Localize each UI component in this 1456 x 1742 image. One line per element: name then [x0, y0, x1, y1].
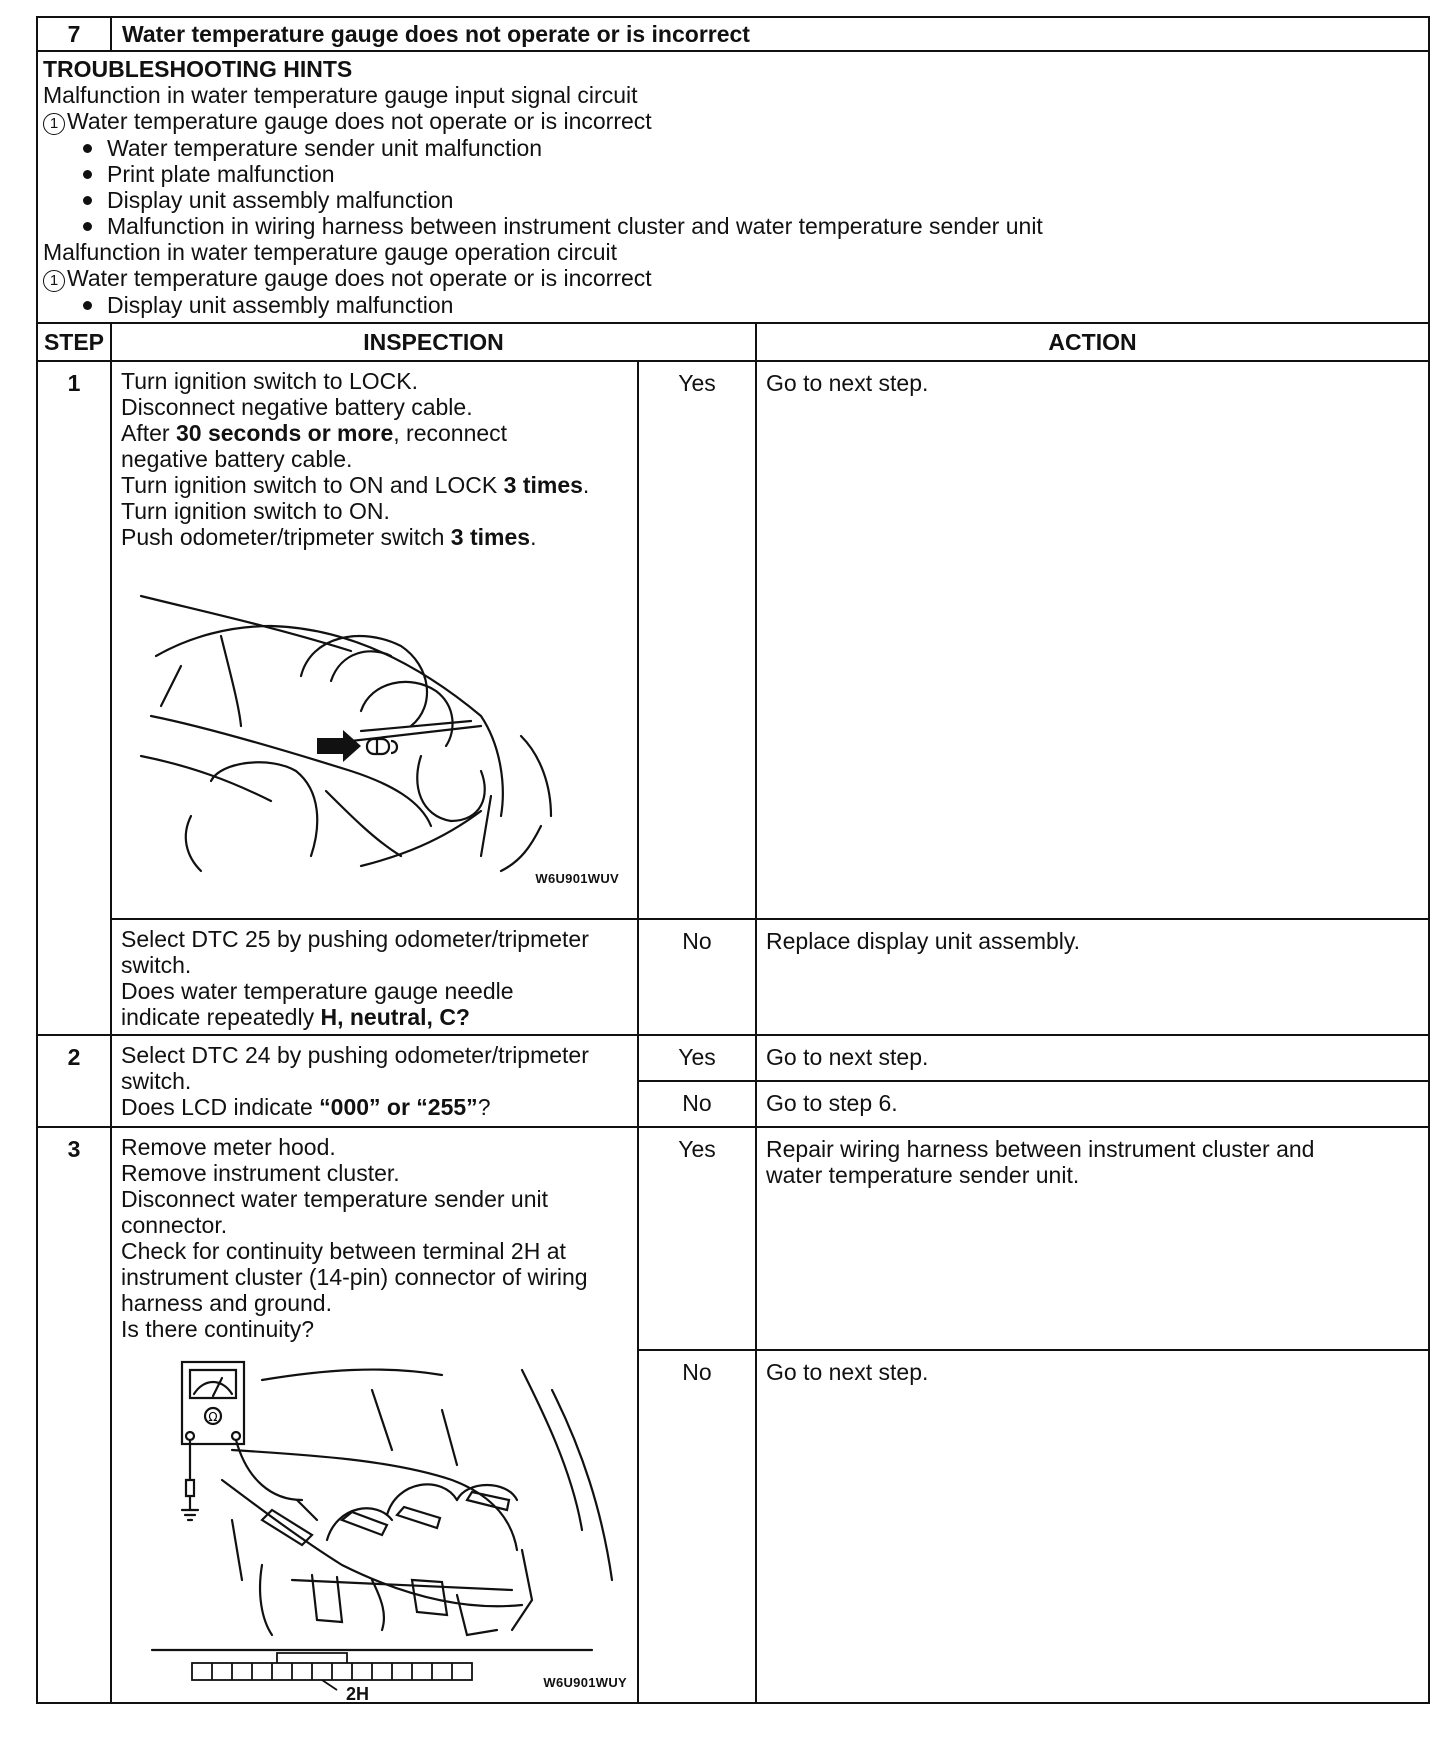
troubleshooting-hints: [37, 51, 1429, 323]
continuity-check-figure: [112, 1350, 637, 1704]
section-number: 7: [37, 17, 111, 51]
list-item-text: Water temperature sender unit malfunction: [107, 135, 543, 161]
list-item: [43, 161, 1422, 187]
instrument-cluster-figure: [121, 556, 629, 896]
inspection-text: negative battery cable.: [121, 446, 353, 472]
input-symptom-text: Water temperature gauge does not operate or is incorrect: [67, 108, 652, 134]
inspection-text: Turn ignition switch to ON.: [121, 498, 390, 524]
table-row: [37, 1127, 1429, 1350]
document: [36, 16, 1428, 1704]
tripmeter-switch-icon: [367, 739, 397, 754]
inspection-text: Remove instrument cluster.: [121, 1160, 400, 1186]
no-action: Go to step 6.: [756, 1081, 1429, 1127]
list-item-text: Print plate malfunction: [107, 161, 335, 187]
table-row: [37, 919, 1429, 1035]
yes-label: Yes: [638, 361, 756, 919]
inspection-cell: [111, 361, 638, 919]
hints-heading: TROUBLESHOOTING HINTS: [43, 56, 353, 82]
inspection-text: Does water temperature gauge needle: [121, 978, 514, 1004]
arrow-icon: [317, 730, 361, 762]
inspection-text: indicate repeatedly H, neutral, C?: [121, 1004, 470, 1030]
yes-action-text: water temperature sender unit.: [766, 1162, 1080, 1188]
no-label: No: [638, 1081, 756, 1127]
section-title: Water temperature gauge does not operate or is incorrect: [111, 17, 1429, 51]
inspection-text: connector.: [121, 1212, 228, 1238]
inspection-text: After 30 seconds or more, reconnect: [121, 420, 508, 446]
inspection-figure-cell: [111, 1350, 638, 1703]
circled-number-icon: 1: [43, 113, 65, 135]
inspection-text: Remove meter hood.: [121, 1134, 336, 1160]
inspection-text: harness and ground.: [121, 1290, 332, 1316]
list-item: [43, 187, 1422, 213]
yes-action: Go to next step.: [756, 1035, 1429, 1081]
list-item-text: Display unit assembly malfunction: [107, 187, 454, 213]
section-header-row: [37, 17, 1429, 51]
inspection-text: Is there continuity?: [121, 1316, 315, 1342]
step-number: 1: [37, 361, 111, 1035]
inspection-text: Disconnect negative battery cable.: [121, 394, 473, 420]
inspection-text: switch.: [121, 1068, 192, 1094]
column-header-row: [37, 323, 1429, 361]
input-circuit-title: Malfunction in water temperature gauge input signal circuit: [43, 82, 638, 108]
step-number: 2: [37, 1035, 111, 1127]
inspection-cell: [111, 1035, 638, 1127]
hints-row: [37, 51, 1429, 323]
inspection-text: Push odometer/tripmeter switch 3 times.: [121, 524, 537, 550]
column-header-inspection: INSPECTION: [111, 323, 756, 361]
no-label: No: [638, 1350, 756, 1703]
no-action: Go to next step.: [756, 1350, 1429, 1703]
yes-action: Go to next step.: [756, 361, 1429, 919]
terminal-label: 2H: [346, 1684, 370, 1704]
list-item-text: Malfunction in wiring harness between instrument cluster and water temperature sender unit: [107, 213, 1043, 239]
dashboard-illustration: [121, 556, 631, 896]
inspection-text: Check for continuity between terminal 2H at: [121, 1238, 566, 1264]
inspection-cell: [111, 919, 638, 1035]
circled-number-icon: 1: [43, 270, 65, 292]
inspection-text: Select DTC 24 by pushing odometer/tripmeter: [121, 1042, 589, 1068]
yes-label: Yes: [638, 1035, 756, 1081]
input-symptom: [43, 108, 1422, 135]
list-item: [43, 213, 1422, 239]
figure-code: W6U901WUY: [543, 1675, 627, 1690]
yes-action-text: Repair wiring harness between instrument cluster and: [766, 1136, 1315, 1162]
inspection-text: instrument cluster (14-pin) connector of wiring: [121, 1264, 588, 1290]
inspection-text: Disconnect water temperature sender unit: [121, 1186, 548, 1212]
step-number: 3: [37, 1127, 111, 1703]
inspection-text: switch.: [121, 952, 192, 978]
list-item: [43, 292, 1422, 318]
table-row: [37, 361, 1429, 919]
yes-label: Yes: [638, 1127, 756, 1350]
inspection-text: Does LCD indicate “000” or “255”?: [121, 1094, 491, 1120]
inspection-text: Turn ignition switch to ON and LOCK 3 times.: [121, 472, 590, 498]
operation-circuit-title: Malfunction in water temperature gauge operation circuit: [43, 239, 618, 265]
inspection-text: Select DTC 25 by pushing odometer/tripmeter: [121, 926, 589, 952]
list-item-text: Display unit assembly malfunction: [107, 292, 454, 318]
operation-symptom-text: Water temperature gauge does not operate or is incorrect: [67, 265, 652, 291]
troubleshooting-table: [36, 16, 1430, 1704]
yes-action: [756, 1127, 1429, 1350]
column-header-step: STEP: [37, 323, 111, 361]
list-item: [43, 135, 1422, 161]
connector-icon: [192, 1653, 472, 1690]
column-header-action: ACTION: [756, 323, 1429, 361]
inspection-cell: [111, 1127, 638, 1350]
no-action: Replace display unit assembly.: [756, 919, 1429, 1035]
inspection-text: Turn ignition switch to LOCK.: [121, 368, 418, 394]
no-label: No: [638, 919, 756, 1035]
continuity-illustration: [112, 1350, 635, 1700]
operation-symptom: [43, 265, 1422, 292]
ohm-symbol: Ω: [208, 1410, 218, 1424]
figure-code: W6U901WUV: [535, 871, 619, 886]
table-row: [37, 1035, 1429, 1081]
table-row: [37, 1350, 1429, 1703]
